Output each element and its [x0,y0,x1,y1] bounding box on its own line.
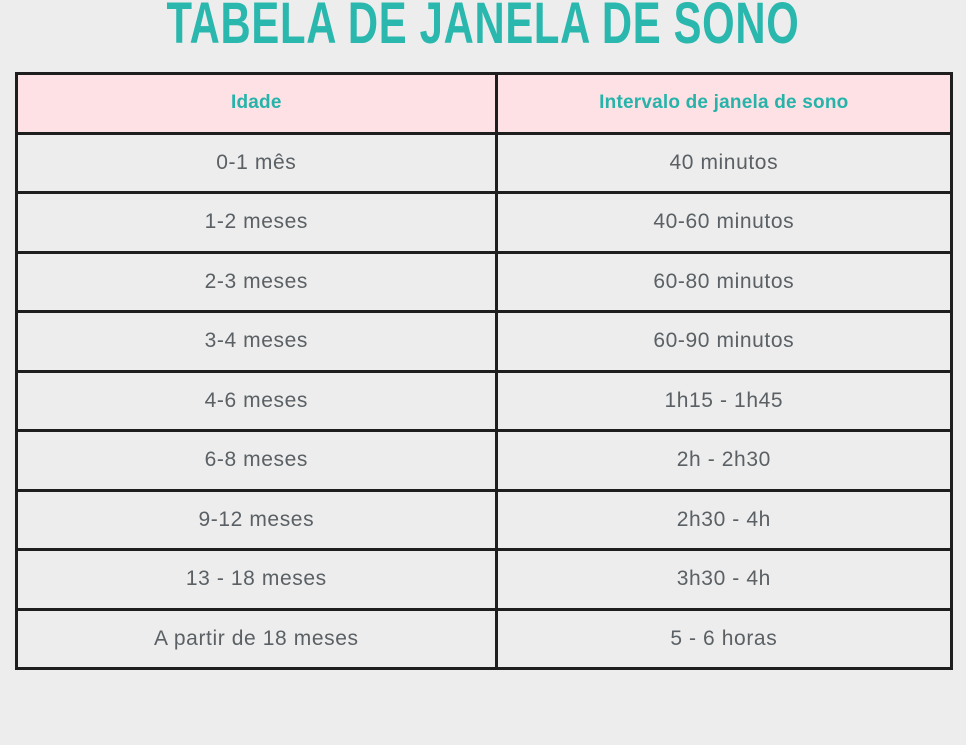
interval-cell: 40 minutos [496,133,951,193]
interval-cell: 2h - 2h30 [496,431,951,491]
interval-cell: 2h30 - 4h [496,490,951,550]
sleep-window-table [15,72,953,670]
interval-cell: 3h30 - 4h [496,550,951,610]
header-idade: Idade [17,74,497,134]
table-row [17,609,952,669]
age-cell: A partir de 18 meses [17,609,497,669]
header-intervalo-janela-sono: Intervalo de janela de sono [496,74,951,134]
interval-cell: 5 - 6 horas [496,609,951,669]
age-cell: 3-4 meses [17,312,497,372]
age-cell: 13 - 18 meses [17,550,497,610]
table-row [17,371,952,431]
table-row [17,431,952,491]
interval-cell: 60-90 minutos [496,312,951,372]
age-cell: 2-3 meses [17,252,497,312]
age-cell: 6-8 meses [17,431,497,491]
interval-cell: 60-80 minutos [496,252,951,312]
interval-cell: 40-60 minutos [496,193,951,253]
table-row [17,490,952,550]
interval-cell: 1h15 - 1h45 [496,371,951,431]
table-row [17,550,952,610]
table-row [17,193,952,253]
age-cell: 1-2 meses [17,193,497,253]
age-cell: 9-12 meses [17,490,497,550]
table-row [17,252,952,312]
page-title: TABELA DE JANELA DE SONO [166,0,800,56]
age-cell: 4-6 meses [17,371,497,431]
table-header-row [17,74,952,134]
table-row [17,133,952,193]
table-row [17,312,952,372]
age-cell: 0-1 mês [17,133,497,193]
